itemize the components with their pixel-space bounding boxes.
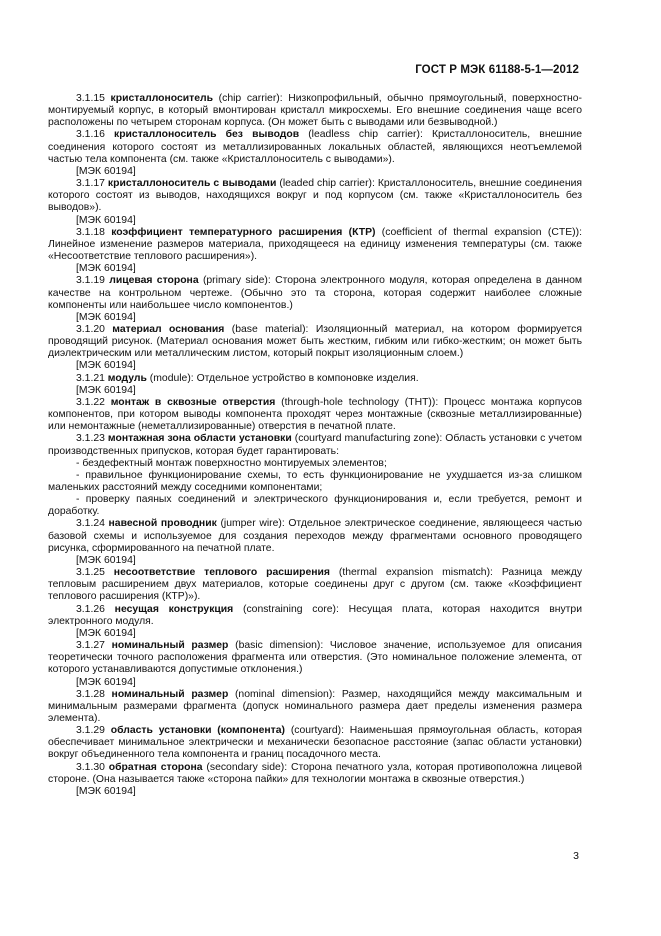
definition-text: (courtyard): Наименьшая прямоугольная область, которая обеспечивает минимальное электрически и механически безопасное расстояние (запас области установки) вокруг объединенного тела компонента и границ посадочного места. [48,725,583,761]
definition-text: (base material): Изоляционный материал, на котором формируется проводящий рисунок. (Материал основания может быть жестким, гибким или гибко-жестким; он может быть диэлектрическим или металлическим листом, который покрыт изоляционным слоем.) [48,323,582,360]
definition-text: (chip carrier): Низкопрофильный, обычно прямоугольный, поверхностно-монтируемый корпус, в который вмонтирован кристалл микросхемы. Его внешние соединения чаще всего расположены по четырем сторонам корпуса. (Он может быть с выводами или безвыводной.) [48,93,582,129]
definition-paragraph [48,227,582,263]
reference-citation: [МЭК 60194] [76,214,136,226]
definition-paragraph [48,129,582,165]
term-name: навесной проводник [108,518,217,530]
reference-citation: [МЭК 60194] [76,785,136,797]
definition-text: (courtyard manufacturing zone): Область установки с учетом производственных припусков, которая будет гарантировать: [48,433,582,457]
standard-code-header: ГОСТ Р МЭК 61188-5-1—2012 [415,64,579,76]
clause-number: 3.1.24 [76,518,105,530]
term-name: кристаллоноситель [110,93,214,104]
definition-text: (coefficient of thermal expansion (CTE)): Линейное изменение размеров материала, приходящееся на единицу изменения температуры (см. также «Несоответствие теплового расширения»). [48,226,582,263]
clause-number: 3.1.23 [76,433,105,445]
term-name: кристаллоноситель без выводов [114,129,300,141]
term-name: монтажная зона области установки [107,433,292,445]
reference-citation: [МЭК 60194] [76,263,136,275]
term-name: материал основания [112,323,225,335]
term-name: область установки (компонента) [110,725,286,737]
reference-citation: [МЭК 60194] [76,627,136,639]
clause-number: 3.1.18 [76,226,105,238]
definition-paragraph [48,689,582,725]
clause-number: 3.1.17 [76,178,105,190]
term-name: монтаж в сквозные отверстия [110,396,276,408]
definition-paragraph [48,433,582,457]
definition-paragraph [48,518,582,554]
term-name: модуль [107,372,147,384]
page-number: 3 [573,850,579,862]
definition-text: (nominal dimension): Размер, находящийся между максимальным и минимальным размерами фрагмента (допуск номинального размера дает пределы изменения размера элемента). [48,688,582,724]
definition-text: (module): Отдельное устройство в компоновке изделия. [146,372,419,384]
definition-paragraph [48,373,582,385]
reference-citation: [МЭК 60194] [76,311,136,323]
clause-number: 3.1.15 [76,93,105,104]
definition-text: (through-hole technology (THT)): Процесс монтажа корпусов компонентов, при котором выводы компонента проходят через монтажные (сквозные металлизированные) или немонтажные (неметаллизированные) отверстия в печатной плате. [48,396,583,433]
definitions-body [48,93,582,798]
definition-paragraph [48,567,582,603]
clause-number: 3.1.29 [76,725,105,737]
definition-text: (jumper wire): Отдельное электрическое соединение, являющееся частью базовой схемы и используемое для создания переходов между фрагментами основного проводящего рисунка, сформированного на печатной плате. [48,518,582,554]
reference-citation: [МЭК 60194] [76,360,136,372]
clause-number: 3.1.22 [76,396,105,408]
term-name: лицевая сторона [109,275,199,287]
clause-number: 3.1.28 [76,688,105,700]
definition-paragraph [48,93,582,129]
reference-citation: [МЭК 60194] [76,676,136,688]
term-name: кристаллоноситель с выводами [107,178,277,190]
reference-citation: [МЭК 60194] [76,554,136,566]
clause-number: 3.1.30 [76,761,105,773]
clause-number: 3.1.20 [76,323,105,335]
clause-number: 3.1.19 [76,275,105,287]
clause-number: 3.1.21 [76,372,105,384]
clause-number: 3.1.27 [76,640,105,652]
definition-paragraph [48,275,582,311]
clause-number: 3.1.26 [76,603,105,615]
term-name: несоответствие теплового расширения [113,567,330,579]
definition-text: (basic dimension): Числовое значение, используемое для описания теоретически точного расположения фрагмента или отверстия. (Это номинальное положение элемента, от которого устанавливаются допустимые отклонения.) [48,640,582,676]
definition-paragraph [48,762,582,786]
clause-number: 3.1.25 [76,567,105,579]
list-item: - бездефектный монтаж поверхностно монтируемых элементов; [76,457,387,469]
definition-paragraph [48,178,582,214]
definition-paragraph [48,324,582,360]
term-name: несущая конструкция [114,603,234,615]
list-item: - правильное функционирование схемы, то есть функционирование не ухудшается из-за слишком маленьких расстояний между соседними компонентами; [48,469,582,493]
definition-text: (thermal expansion mismatch): Разница между тепловым расширением двух материалов, которые соединены друг с другом (см. также «Коэффициент теплового расширения (КТР)»). [48,567,583,603]
definition-text: (constraining core): Несущая плата, которая находится внутри электронного модуля. [48,603,582,627]
definition-text: (leadless chip carrier): Кристаллоноситель, внешние соединения которого состоят из металлизированных локальных областей, являющихся неотъемлемой частью тела компонента (см. также «Кристаллоноситель с выводами»). [48,129,582,165]
reference-citation: [МЭК 60194] [76,384,136,396]
clause-number: 3.1.16 [76,129,105,141]
list-item: - проверку паяных соединений и электрического функционирования и, если требуется, ремонт и доработку. [48,494,582,518]
definition-paragraph [48,640,582,676]
term-name: обратная сторона [108,761,203,773]
definition-text: (leaded chip carrier): Кристаллоноситель, внешние соединения которого состоят из выводов, находящихся вокруг и под корпусом (см. также «Кристаллоноситель без выводов»). [48,178,582,214]
definition-paragraph [48,397,582,433]
term-name: номинальный размер [111,640,229,652]
reference-citation: [МЭК 60194] [76,165,136,177]
definition-paragraph [48,725,582,761]
term-name: номинальный размер [111,688,229,700]
definition-text: (primary side): Сторона электронного модуля, которая определена в данном качестве на контрольном чертеже. (Обычно это та сторона, которая содержит наиболее сложные компоненты или наибольшее число компонентов.) [48,275,582,311]
definition-paragraph [48,604,582,628]
term-name: коэффициент температурного расширения (КТР) [111,226,376,238]
definition-text: (secondary side): Сторона печатного узла, которая противоположна лицевой стороне. (Она называется также «сторона пайки» для технологии монтажа в сквозные отверстия.) [48,761,582,785]
